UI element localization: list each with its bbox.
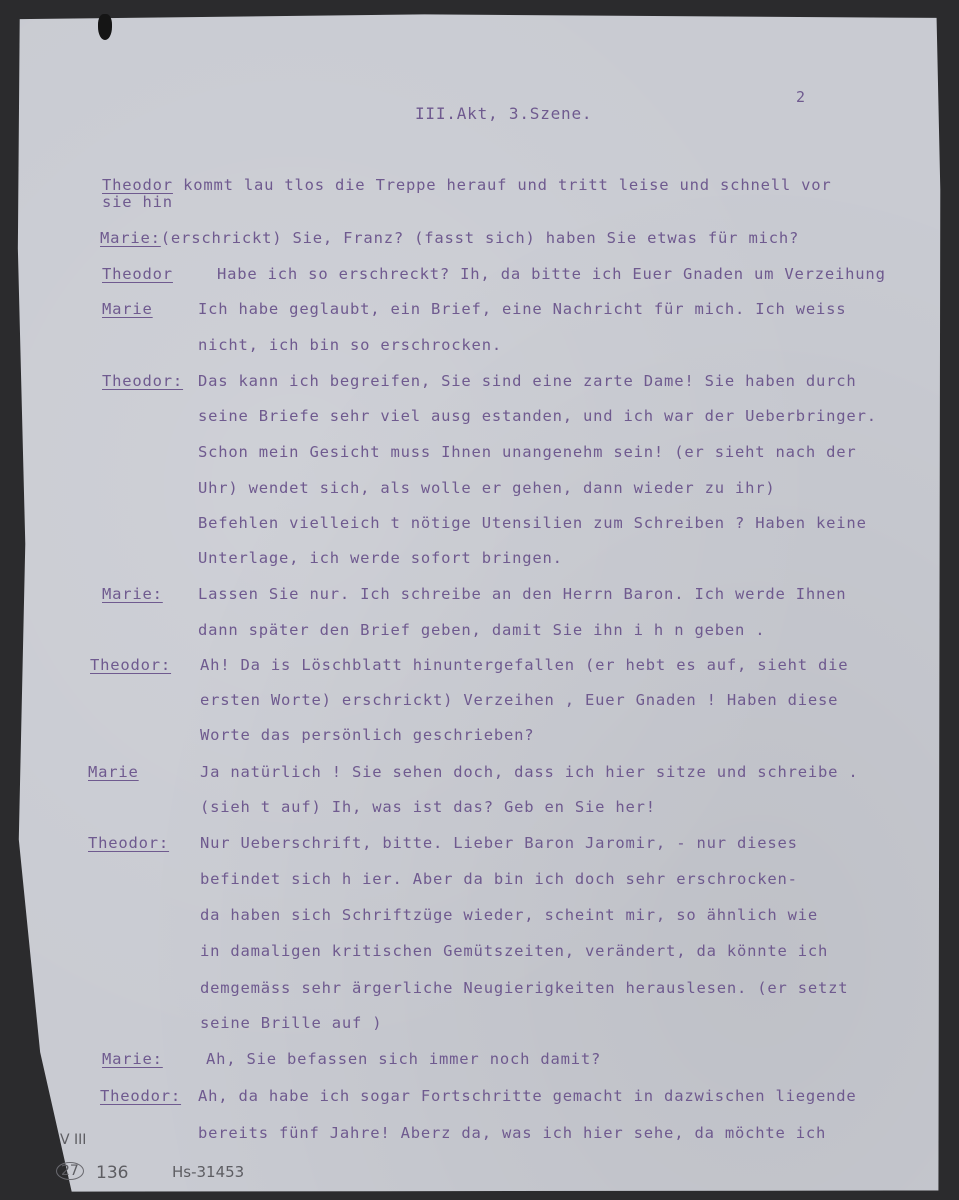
line-text: Unterlage, ich werde sofort bringen. — [198, 549, 563, 567]
line-text: Befehlen vielleich t nötige Utensilien zum Schreiben ? Haben keine — [198, 514, 867, 532]
speaker: Theodor: — [102, 372, 184, 390]
archive-number-text: 27 — [61, 1163, 79, 1179]
script-line — [102, 265, 886, 283]
script-line — [200, 979, 848, 997]
line-text: Ah, Sie befassen sich immer noch damit? — [206, 1050, 602, 1068]
line-text: befindet sich h ier. Aber da bin ich doch sehr erschrocken- — [200, 870, 798, 888]
line-text: da haben sich Schriftzüge wieder, scheint mir, so ähnlich wie — [200, 906, 819, 924]
line-text: sie hin — [102, 193, 173, 211]
speaker: Theodor — [102, 176, 173, 194]
script-line — [200, 691, 838, 709]
speaker: Marie: — [102, 1050, 163, 1068]
script-line — [200, 870, 798, 888]
script-line — [200, 1014, 382, 1032]
line-text: bereits fünf Jahre! Aberz da, was ich hier sehe, da möchte ich — [198, 1124, 827, 1142]
script-line — [198, 549, 563, 567]
page-number: 2 — [796, 88, 806, 106]
archive-folio: 136 — [96, 1163, 129, 1183]
script-line — [200, 798, 656, 816]
line-text: ersten Worte) erschrickt) Verzeihen , Euer Gnaden ! Haben diese — [200, 691, 839, 709]
script-line — [198, 336, 502, 354]
script-line — [200, 726, 534, 744]
script-line — [102, 1050, 601, 1068]
script-line — [102, 193, 173, 211]
line-text: Nur Ueberschrift, bitte. Lieber Baron Jaromir, - nur dieses — [200, 834, 798, 852]
speaker: Theodor: — [88, 834, 170, 852]
script-line — [198, 407, 877, 425]
script-line — [198, 514, 867, 532]
script-line — [102, 176, 832, 194]
speaker: Marie: — [100, 229, 161, 247]
script-line — [200, 942, 828, 960]
script-line — [88, 834, 798, 852]
speaker: Theodor — [102, 265, 173, 283]
archive-mark: V III — [60, 1132, 87, 1148]
line-text: nicht, ich bin so erschrocken. — [198, 336, 502, 354]
speaker: Marie — [102, 300, 153, 318]
script-line — [198, 1124, 826, 1142]
punched-hole — [98, 14, 112, 40]
line-text: Das kann ich begreifen, Sie sind eine zarte Dame! Sie haben durch — [198, 372, 857, 390]
line-text: Ah! Da is Löschblatt hinuntergefallen (er hebt es auf, sieht die — [200, 656, 849, 674]
speaker: Marie — [88, 763, 139, 781]
archive-number — [56, 1162, 84, 1180]
script-line — [198, 479, 776, 497]
line-text: demgemäss sehr ärgerliche Neugierigkeiten herauslesen. (er setzt — [200, 979, 849, 997]
archive-signature: Hs-31453 — [172, 1163, 245, 1181]
speaker: Marie: — [102, 585, 163, 603]
script-line — [198, 621, 765, 639]
line-text: seine Briefe sehr viel ausg estanden, und ich war der Ueberbringer. — [198, 407, 877, 425]
line-text: (sieh t auf) Ih, was ist das? Geb en Sie her! — [200, 798, 656, 816]
line-text: Ich habe geglaubt, ein Brief, eine Nachricht für mich. Ich weiss — [198, 300, 847, 318]
script-line — [200, 906, 818, 924]
speaker: Theodor: — [90, 656, 172, 674]
line-text: Ja natürlich ! Sie sehen doch, dass ich hier sitze und schreibe . — [200, 763, 859, 781]
script-line — [100, 1087, 857, 1105]
line-text: kommt lau tlos die Treppe herauf und tritt leise und schnell vor — [172, 176, 832, 194]
line-text: (erschrickt) Sie, Franz? (fasst sich) haben Sie etwas für mich? — [160, 229, 800, 247]
script-line — [198, 443, 857, 461]
line-text: Uhr) wendet sich, als wolle er gehen, dann wieder zu ihr) — [198, 479, 776, 497]
script-line — [100, 229, 799, 247]
line-text: Habe ich so erschreckt? Ih, da bitte ich Euer Gnaden um Verzeihung — [217, 265, 886, 283]
script-line — [88, 763, 859, 781]
script-line — [102, 300, 846, 318]
script-line — [90, 656, 848, 674]
script-line — [102, 372, 857, 390]
scene-title: III.Akt, 3.Szene. — [415, 104, 593, 123]
line-text: Worte das persönlich geschrieben? — [200, 726, 535, 744]
line-text: Schon mein Gesicht muss Ihnen unangenehm sein! (er sieht nach der — [198, 443, 857, 461]
line-text: Lassen Sie nur. Ich schreibe an den Herrn Baron. Ich werde Ihnen — [198, 585, 847, 603]
line-text: seine Brille auf ) — [200, 1014, 383, 1032]
script-line — [102, 585, 846, 603]
line-text: Ah, da habe ich sogar Fortschritte gemacht in dazwischen liegende — [198, 1087, 857, 1105]
line-text: dann später den Brief geben, damit Sie ihn i h n geben . — [198, 621, 766, 639]
speaker: Theodor: — [100, 1087, 182, 1105]
line-text: in damaligen kritischen Gemütszeiten, verändert, da könnte ich — [200, 942, 829, 960]
